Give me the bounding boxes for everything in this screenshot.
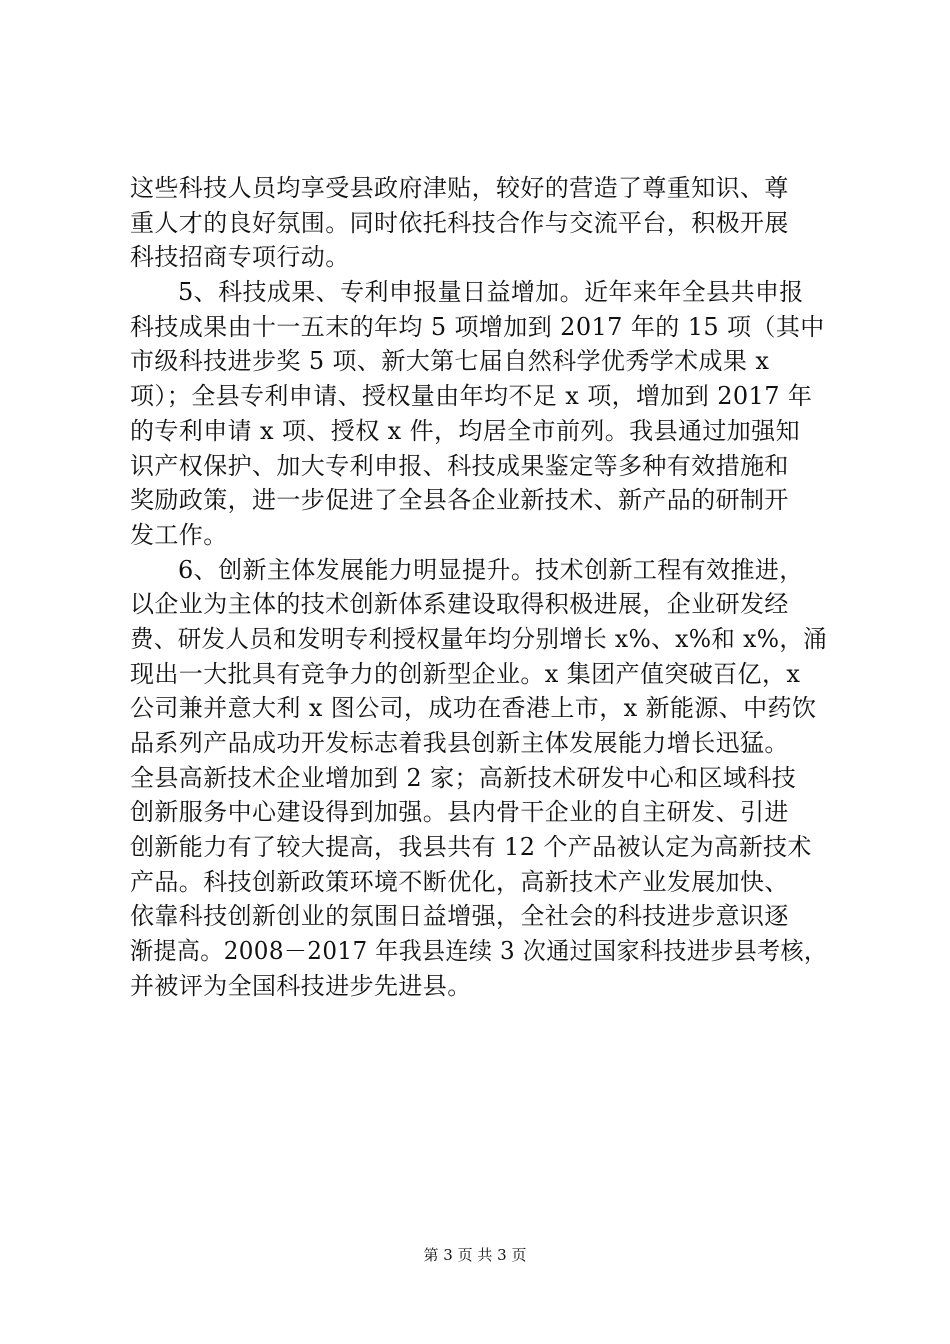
paragraph-first-line: 6、创新主体发展能力明显提升。技术创新工程有效推进， xyxy=(178,555,804,584)
page-footer: 第 3 页 共 3 页 xyxy=(423,1246,527,1264)
text-line: 全县高新技术企业增加到 2 家；高新技术研发中心和区域科技 xyxy=(130,763,797,792)
text-line: 费、研发人员和发明专利授权量年均分别增长 x%、x%和 x%，涌 xyxy=(130,624,828,653)
text-line: 发工作。 xyxy=(130,520,228,549)
text-line: 重人才的良好氛围。同时依托科技合作与交流平台，积极开展 xyxy=(130,208,789,237)
text-line: 市级科技进步奖 5 项、新大第七届自然科学优秀学术成果 x xyxy=(130,347,770,376)
text-line: 渐提高。2008－2017 年我县连续 3 次通过国家科技进步县考核， xyxy=(130,937,828,966)
text-line: 创新服务中心建设得到加强。县内骨干企业的自主研发、引进 xyxy=(130,798,789,827)
text-line: 以企业为主体的技术创新体系建设取得积极进展，企业研发经 xyxy=(130,590,789,619)
text-line: 品系列产品成功开发标志着我县创新主体发展能力增长迅猛。 xyxy=(130,729,789,757)
text-line: 并被评为全国科技进步先进县。 xyxy=(130,971,472,1000)
text-line: 产品。科技创新政策环境不断优化，高新技术产业发展加快、 xyxy=(130,867,789,896)
body-text xyxy=(130,171,827,1004)
paragraph-first-line: 5、科技成果、专利申报量日益增加。近年来年全县共申报 xyxy=(178,278,804,307)
text-line: 识产权保护、加大专利申报、科技成果鉴定等多种有效措施和 xyxy=(130,451,789,480)
text-line: 现出一大批具有竞争力的创新型企业。x 集团产值突破百亿，x xyxy=(130,659,801,688)
text-line: 项）；全县专利申请、授权量由年均不足 x 项，增加到 2017 年 xyxy=(130,382,813,411)
text-line: 依靠科技创新创业的氛围日益增强，全社会的科技进步意识逐 xyxy=(130,902,789,931)
text-line: 科技招商专项行动。 xyxy=(130,243,350,272)
text-line: 公司兼并意大利 x 图公司，成功在香港上市，x 新能源、中药饮 xyxy=(130,694,817,723)
text-line: 科技成果由十一五末的年均 5 项增加到 2017 年的 15 项（其中 xyxy=(130,312,825,341)
text-line: 奖励政策，进一步促进了全县各企业新技术、新产品的研制开 xyxy=(130,486,789,515)
text-line: 这些科技人员均享受县政府津贴，较好的营造了尊重知识、尊 xyxy=(130,174,789,202)
text-line: 创新能力有了较大提高，我县共有 12 个产品被认定为高新技术 xyxy=(130,833,812,862)
text-line: 的专利申请 x 项、授权 x 件，均居全市前列。我县通过加强知 xyxy=(130,416,800,445)
